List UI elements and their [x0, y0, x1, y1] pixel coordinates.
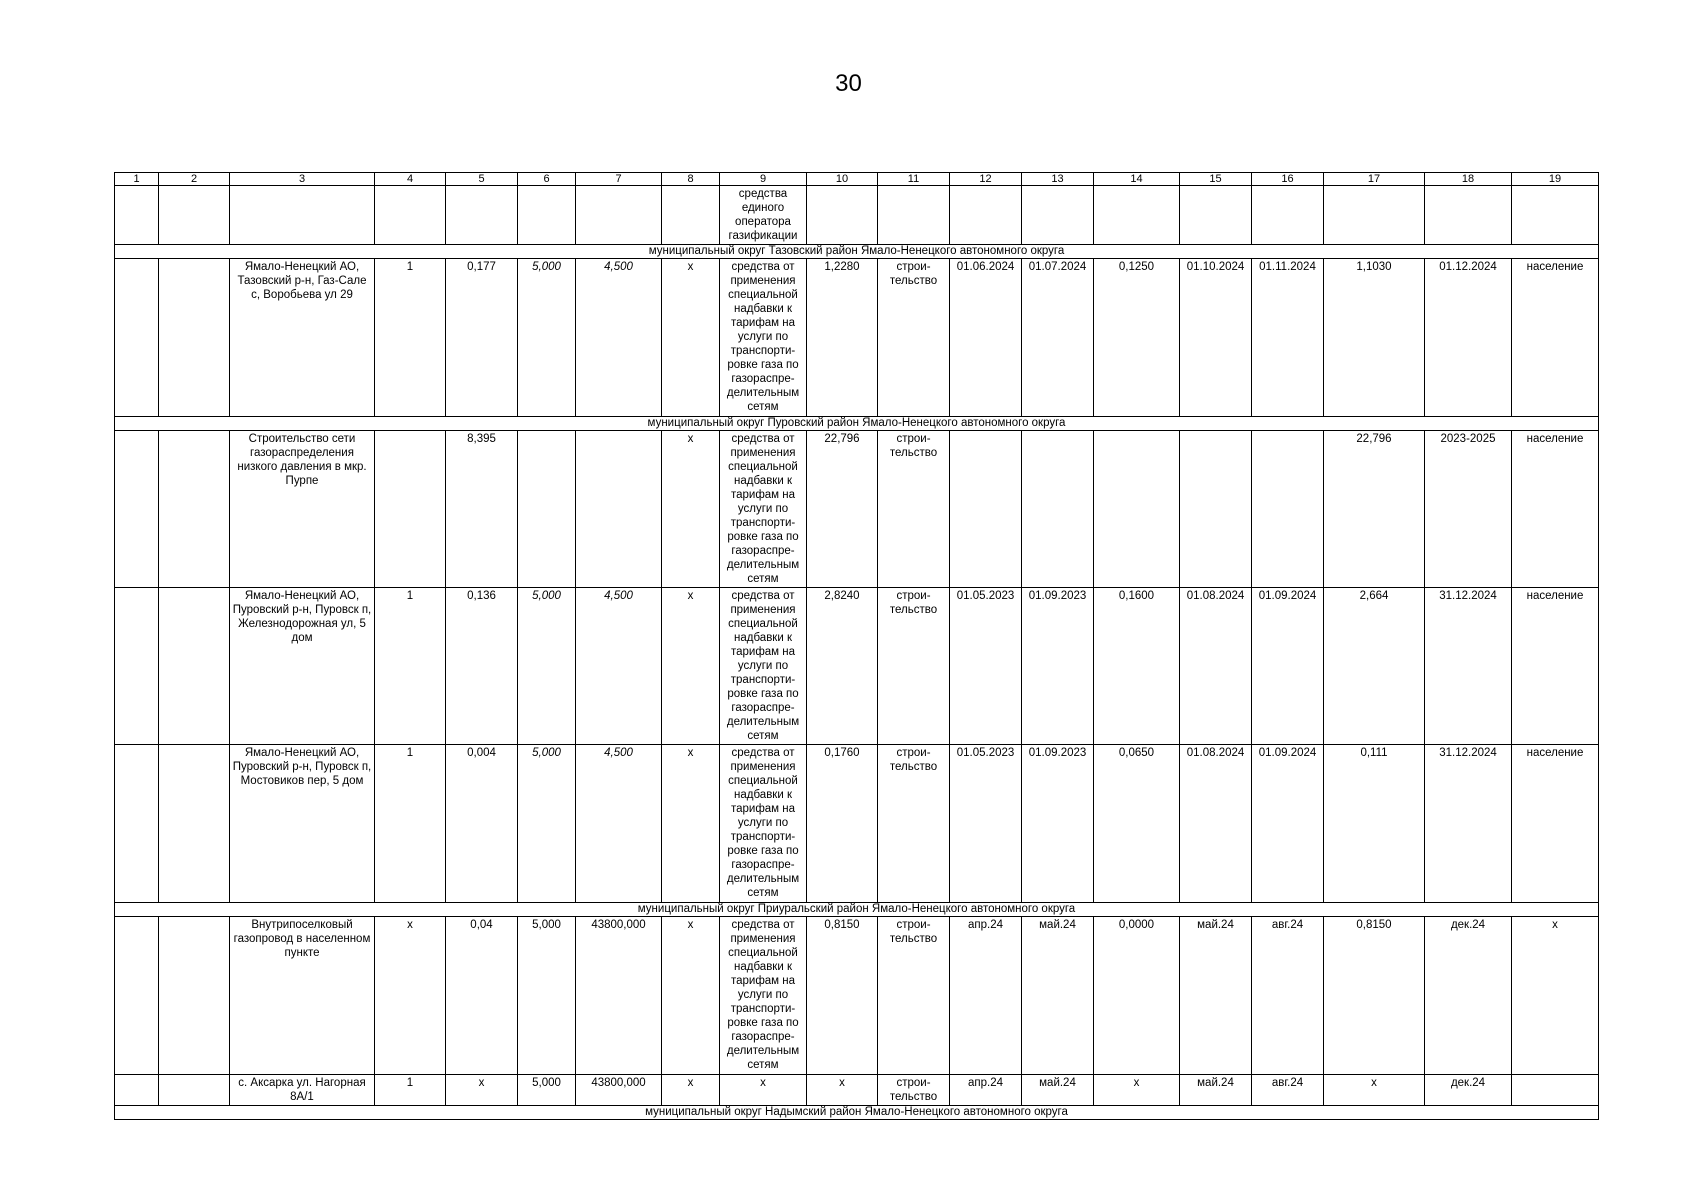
- header-cell: 8: [662, 173, 720, 186]
- table-cell: [115, 186, 159, 245]
- data-table: [114, 172, 1599, 1120]
- header-cell: 4: [375, 173, 446, 186]
- table-cell: x: [807, 1075, 878, 1106]
- table-cell: 22,796: [1324, 431, 1425, 588]
- table-row: [115, 186, 1599, 245]
- table-cell: 01.05.2023: [950, 745, 1022, 903]
- table-cell: авг.24: [1252, 917, 1324, 1075]
- table-cell: 31.12.2024: [1425, 588, 1512, 745]
- table-cell: средства единого оператора газификации: [720, 186, 807, 245]
- section-row: [115, 245, 1599, 259]
- section-row: [115, 903, 1599, 917]
- work-type-cell: строи-тельство: [878, 1075, 950, 1106]
- table-cell: 5,000: [518, 259, 576, 417]
- header-cell: 1: [115, 173, 159, 186]
- table-cell: [115, 588, 159, 745]
- table-cell: 01.09.2024: [1252, 588, 1324, 745]
- table-cell: [159, 917, 230, 1075]
- table-cell: x: [375, 917, 446, 1075]
- header-cell: 19: [1512, 173, 1599, 186]
- table-cell: авг.24: [1252, 1075, 1324, 1106]
- table-row: [115, 745, 1599, 903]
- header-cell: 13: [1022, 173, 1094, 186]
- table-cell: 5,000: [518, 588, 576, 745]
- table-cell: апр.24: [950, 1075, 1022, 1106]
- table-cell: 01.05.2023: [950, 588, 1022, 745]
- table-cell: [115, 917, 159, 1075]
- table-row: [115, 259, 1599, 417]
- table-cell: 01.07.2024: [1022, 259, 1094, 417]
- table-cell: x: [662, 745, 720, 903]
- table-cell: май.24: [1022, 917, 1094, 1075]
- table-cell: x: [662, 431, 720, 588]
- section-title: муниципальный округ Пуровский район Ямало-Ненецкого автономного округа: [115, 417, 1599, 431]
- table-cell: [1512, 1075, 1599, 1106]
- table-cell: 0,136: [446, 588, 518, 745]
- section-title: муниципальный округ Приуральский район Ямало-Ненецкого автономного округа: [115, 903, 1599, 917]
- table-cell: [950, 186, 1022, 245]
- table-cell: 0,0000: [1094, 917, 1180, 1075]
- table-cell: [159, 186, 230, 245]
- table-cell: [576, 186, 662, 245]
- header-cell: 9: [720, 173, 807, 186]
- table-cell: [159, 588, 230, 745]
- header-cell: 18: [1425, 173, 1512, 186]
- table-cell: 01.12.2024: [1425, 259, 1512, 417]
- section-row: [115, 417, 1599, 431]
- table-cell: x: [662, 1075, 720, 1106]
- table-cell: население: [1512, 431, 1599, 588]
- table-cell: x: [662, 259, 720, 417]
- table-cell: 0,1760: [807, 745, 878, 903]
- table-cell: 01.11.2024: [1252, 259, 1324, 417]
- table-cell: 2,664: [1324, 588, 1425, 745]
- header-cell: 5: [446, 173, 518, 186]
- table-cell: [807, 186, 878, 245]
- section-title: муниципальный округ Тазовский район Ямало-Ненецкого автономного округа: [115, 245, 1599, 259]
- table-cell: [1425, 186, 1512, 245]
- address-cell: Ямало-Ненецкий АО, Пуровский р-н, Пуровск п, Железнодорожная ул, 5 дом: [230, 588, 375, 745]
- table-cell: 1: [375, 588, 446, 745]
- page-number: 30: [835, 70, 862, 97]
- work-type-cell: строи-тельство: [878, 588, 950, 745]
- table-cell: [446, 186, 518, 245]
- table-cell: x: [1094, 1075, 1180, 1106]
- table-cell: апр.24: [950, 917, 1022, 1075]
- table-cell: население: [1512, 259, 1599, 417]
- table-cell: 5,000: [518, 745, 576, 903]
- table-cell: [878, 186, 950, 245]
- table-cell: 4,500: [576, 745, 662, 903]
- header-cell: 17: [1324, 173, 1425, 186]
- header-cell: 3: [230, 173, 375, 186]
- table-cell: 22,796: [807, 431, 878, 588]
- table-cell: 4,500: [576, 588, 662, 745]
- funding-cell: средства от применения специальной надбавки к тарифам на услуги по транспорти-ровке газа по газораспре-делительным сетям: [720, 745, 807, 903]
- header-cell: 16: [1252, 173, 1324, 186]
- table-cell: [1512, 186, 1599, 245]
- table-cell: [159, 745, 230, 903]
- table-cell: 0,8150: [1324, 917, 1425, 1075]
- funding-cell: средства от применения специальной надбавки к тарифам на услуги по транспорти-ровке газа по газораспре-делительным сетям: [720, 431, 807, 588]
- table-cell: 01.08.2024: [1180, 588, 1252, 745]
- header-cell: 10: [807, 173, 878, 186]
- section-title: муниципальный округ Надымский район Ямало-Ненецкого автономного округа: [115, 1106, 1599, 1120]
- work-type-cell: строи-тельство: [878, 259, 950, 417]
- funding-cell: средства от применения специальной надбавки к тарифам на услуги по транспорти-ровке газа по газораспре-делительным сетям: [720, 588, 807, 745]
- table-cell: дек.24: [1425, 1075, 1512, 1106]
- table-cell: 01.09.2024: [1252, 745, 1324, 903]
- table-cell: [1180, 186, 1252, 245]
- table-cell: [1094, 431, 1180, 588]
- table-row: [115, 1075, 1599, 1106]
- table-cell: 43800,000: [576, 917, 662, 1075]
- table-cell: [1022, 431, 1094, 588]
- table-cell: май.24: [1022, 1075, 1094, 1106]
- funding-cell: средства от применения специальной надбавки к тарифам на услуги по транспорти-ровке газа по газораспре-делительным сетям: [720, 917, 807, 1075]
- table-cell: 0,1600: [1094, 588, 1180, 745]
- work-type-cell: строи-тельство: [878, 431, 950, 588]
- address-cell: Ямало-Ненецкий АО, Тазовский р-н, Газ-Сале с, Воробьева ул 29: [230, 259, 375, 417]
- table-cell: 8,395: [446, 431, 518, 588]
- table-cell: 0,1250: [1094, 259, 1180, 417]
- table-cell: 1,2280: [807, 259, 878, 417]
- table-cell: 1: [375, 745, 446, 903]
- table-cell: 43800,000: [576, 1075, 662, 1106]
- address-cell: Строительство сети газораспределения низкого давления в мкр. Пурпе: [230, 431, 375, 588]
- work-type-cell: строи-тельство: [878, 917, 950, 1075]
- table-cell: 0,004: [446, 745, 518, 903]
- table-cell: [230, 186, 375, 245]
- table-cell: [950, 431, 1022, 588]
- address-cell: с. Аксарка ул. Нагорная 8А/1: [230, 1075, 375, 1106]
- address-cell: Ямало-Ненецкий АО, Пуровский р-н, Пуровск п, Мостовиков пер, 5 дом: [230, 745, 375, 903]
- header-cell: 14: [1094, 173, 1180, 186]
- table-cell: 31.12.2024: [1425, 745, 1512, 903]
- table-cell: [1180, 431, 1252, 588]
- header-cell: 12: [950, 173, 1022, 186]
- table-cell: 4,500: [576, 259, 662, 417]
- table-cell: x: [446, 1075, 518, 1106]
- table-cell: население: [1512, 745, 1599, 903]
- table-cell: x: [1512, 917, 1599, 1075]
- table-row: [115, 588, 1599, 745]
- table-cell: 0,0650: [1094, 745, 1180, 903]
- table-cell: 1: [375, 259, 446, 417]
- table-cell: 01.06.2024: [950, 259, 1022, 417]
- table-cell: [1022, 186, 1094, 245]
- table-cell: 0,04: [446, 917, 518, 1075]
- table-cell: 01.10.2024: [1180, 259, 1252, 417]
- table-cell: [159, 259, 230, 417]
- header-cell: 2: [159, 173, 230, 186]
- table-cell: 01.09.2023: [1022, 745, 1094, 903]
- table-cell: 0,8150: [807, 917, 878, 1075]
- header-row: [115, 173, 1599, 186]
- table-cell: 2,8240: [807, 588, 878, 745]
- table-cell: май.24: [1180, 917, 1252, 1075]
- table-cell: [115, 259, 159, 417]
- table-cell: [518, 431, 576, 588]
- header-cell: 7: [576, 173, 662, 186]
- table-cell: 5,000: [518, 1075, 576, 1106]
- table-cell: май.24: [1180, 1075, 1252, 1106]
- table-cell: x: [720, 1075, 807, 1106]
- table-cell: [1252, 186, 1324, 245]
- funding-cell: средства от применения специальной надбавки к тарифам на услуги по транспорти-ровке газа по газораспре-делительным сетям: [720, 259, 807, 417]
- table-cell: x: [662, 588, 720, 745]
- table-cell: 5,000: [518, 917, 576, 1075]
- table-cell: дек.24: [1425, 917, 1512, 1075]
- table-cell: 0,111: [1324, 745, 1425, 903]
- work-type-cell: строи-тельство: [878, 745, 950, 903]
- table-cell: [115, 431, 159, 588]
- table-cell: [159, 1075, 230, 1106]
- address-cell: Внутрипоселковый газопровод в населенном пункте: [230, 917, 375, 1075]
- table-cell: [662, 186, 720, 245]
- table-cell: 1,1030: [1324, 259, 1425, 417]
- table-cell: x: [1324, 1075, 1425, 1106]
- table-cell: [159, 431, 230, 588]
- table-cell: [375, 431, 446, 588]
- table-cell: 01.09.2023: [1022, 588, 1094, 745]
- table-cell: [1252, 431, 1324, 588]
- section-row: [115, 1106, 1599, 1120]
- table-cell: [518, 186, 576, 245]
- header-cell: 15: [1180, 173, 1252, 186]
- header-cell: 11: [878, 173, 950, 186]
- table-cell: [1324, 186, 1425, 245]
- table-row: [115, 431, 1599, 588]
- table-cell: 01.08.2024: [1180, 745, 1252, 903]
- table-cell: 0,177: [446, 259, 518, 417]
- table-cell: население: [1512, 588, 1599, 745]
- table-cell: [1094, 186, 1180, 245]
- table-cell: 2023-2025: [1425, 431, 1512, 588]
- table-row: [115, 917, 1599, 1075]
- header-cell: 6: [518, 173, 576, 186]
- table-cell: [115, 1075, 159, 1106]
- table-cell: [375, 186, 446, 245]
- table-cell: [576, 431, 662, 588]
- table-cell: x: [662, 917, 720, 1075]
- table-cell: 1: [375, 1075, 446, 1106]
- table-cell: [115, 745, 159, 903]
